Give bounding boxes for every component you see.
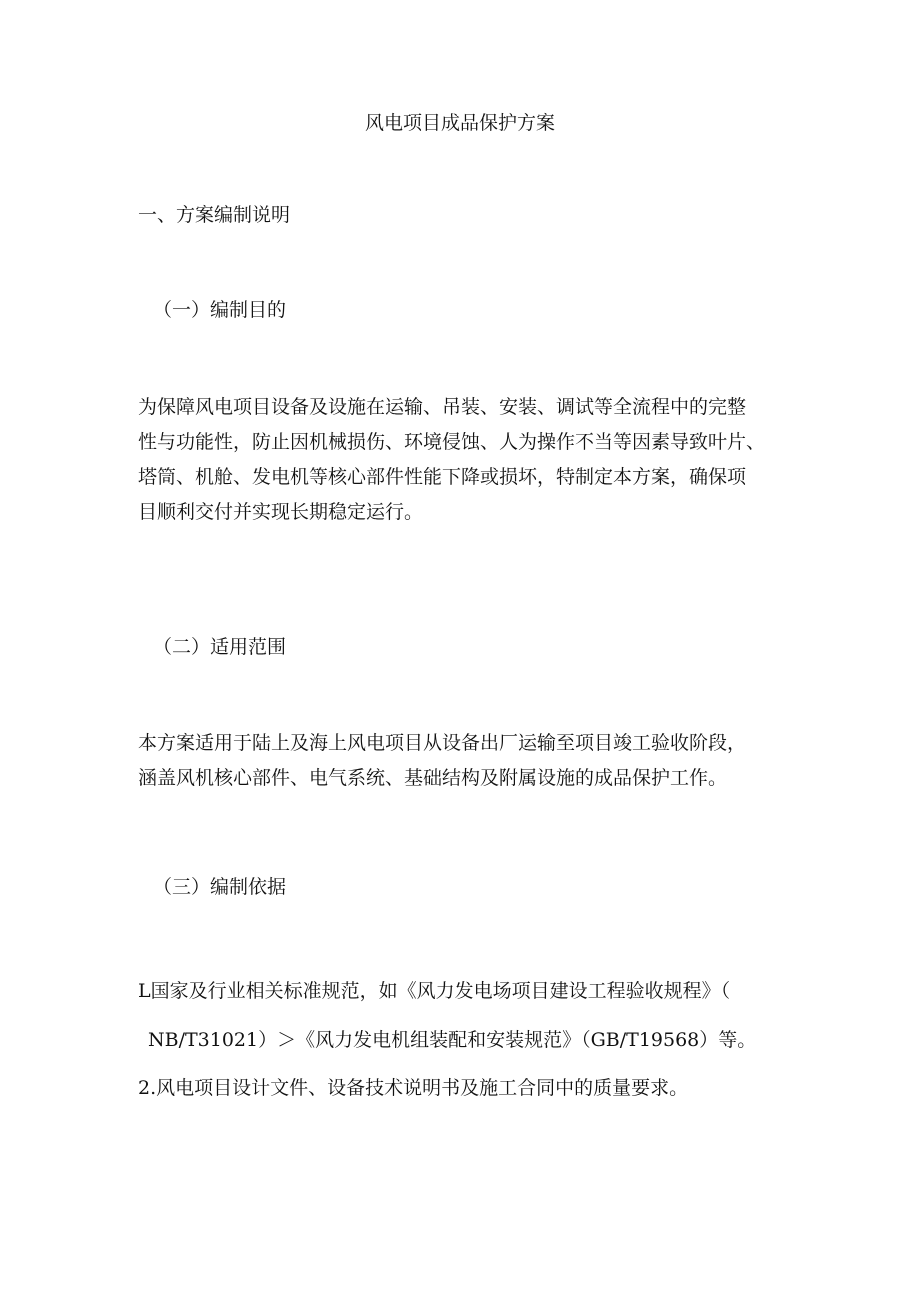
reference-item-1-line-2: NB/T31021）＞《风力发电机组装配和安装规范》（GB/T19568）等。	[148, 1029, 757, 1051]
subsection-heading-scope: （二）适用范围	[153, 636, 287, 658]
document-title: 风电项目成品保护方案	[364, 112, 555, 134]
reference-item-2: 2.风电项目设计文件、设备技术说明书及施工合同中的质量要求。	[138, 1077, 689, 1099]
paragraph-line: 本方案适用于陆上及海上风电项目从设备出厂运输至项目竣工验收阶段，	[138, 732, 747, 754]
paragraph-line: 涵盖风机核心部件、电气系统、基础结构及附属设施的成品保护工作。	[138, 767, 728, 789]
section-heading-1: 一、方案编制说明	[138, 204, 291, 226]
subsection-heading-purpose: （一）编制目的	[153, 299, 287, 321]
subsection-heading-basis: （三）编制依据	[153, 876, 287, 898]
purpose-paragraph	[138, 390, 818, 530]
paragraph-line: 为保障风电项目设备及设施在运输、吊装、安装、调试等全流程中的完整	[138, 396, 747, 418]
paragraph-line: 塔筒、机舱、发电机等核心部件性能下降或损坏，特制定本方案，确保项	[138, 466, 747, 488]
reference-item-1-line-1: L国家及行业相关标准规范，如《风力发电场项目建设工程验收规程》（	[138, 980, 731, 1002]
paragraph-line: 性与功能性，防止因机械损伤、环境侵蚀、人为操作不当等因素导致叶片、	[138, 431, 766, 453]
scope-paragraph	[138, 726, 818, 796]
paragraph-line: 目顺利交付并实现长期稳定运行。	[138, 501, 424, 523]
